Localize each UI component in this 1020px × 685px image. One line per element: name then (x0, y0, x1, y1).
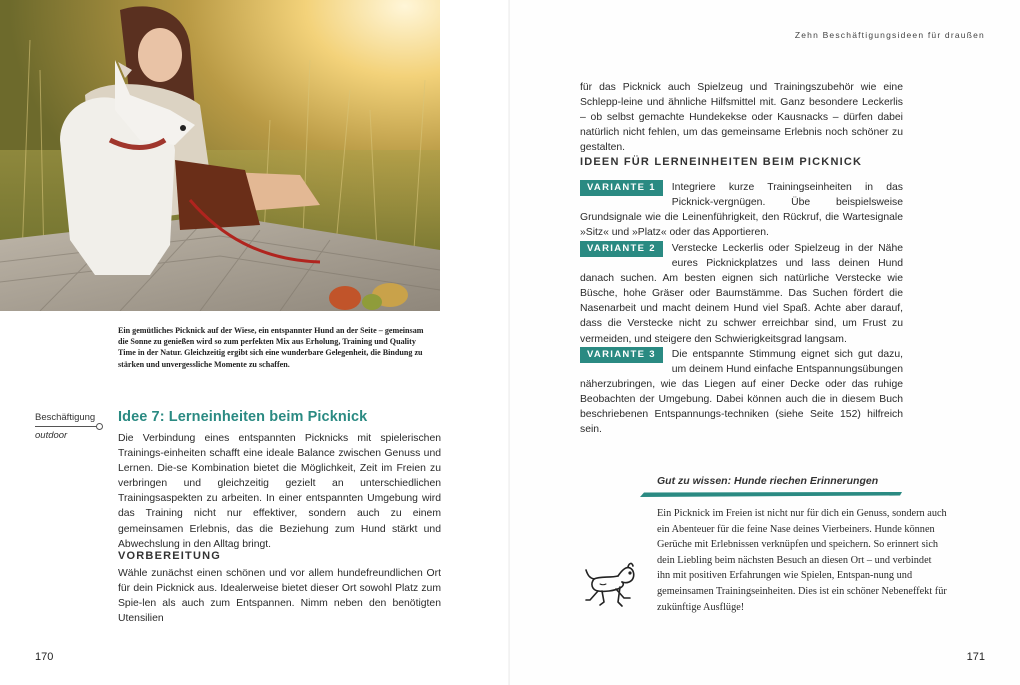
intro-paragraph: Die Verbindung eines entspannten Picknicks mit spielerischen Trainings-einheiten schafft eine ideale Balance zwischen Genuss und Lernen. Die-se Kombination bietet die Möglichkeit, Zeit im Freien zu verbringen und gleichzeitig gezielt an unterschiedlichen Trainingsaspekten zu arbeiten. In einer entspannten Umgebung wird das Training nicht nur effektiver, sondern auch zu einem gemeinsamen Erlebnis, das die Beziehung zum Hund stärkt und Abwechslung in den Alltag bringt. (118, 433, 441, 550)
tip-accent-bar (640, 492, 902, 497)
continued-paragraph: für das Picknick auch Spielzeug und Trainingszubehör wie eine Schlepp-leine und ähnliche Hilfsmittel mit. Ganz besondere Leckerlis – ob selbst gemachte Hundekekse oder Kausnacks – dürfen dabei natürlich nicht fehlen, um das gemeinsame Erlebnis noch schöner zu gestalten. (580, 82, 903, 154)
tip-text: Ein Picknick im Freien ist nicht nur für dich ein Genuss, sondern auch ein Abenteuer für die feine Nase deines Vierbeiners. Hunde können Gerüche mit Erlebnissen verknüpfen und speichern. So erinnert sich dein Liebling beim nächsten Besuch an diesen Ort – und verbindet ihn mit positiven Erfahrungen wie Spielen, Entspan-nung und gemeinsamen Trainingseinheiten. Dies ist ein schöner Nebeneffekt für zukünftige Ausflüge! (657, 508, 947, 613)
marginal-sublabel: outdoor (35, 430, 68, 441)
page-number-right: 171 (966, 651, 985, 663)
photo-caption: Ein gemütliches Picknick auf der Wiese, ein entspannter Hund an der Seite – gemeinsam die Sonne zu genießen wird so zum perfekten Mix aus Erholung, Training und Quality Time in der Natur. Gleichzeitig ergibt sich eine wunderbare Gelegenheit, die Bindung zu stärken und unvergessliche Momente zu schaffen. (118, 326, 424, 369)
variant-block (580, 241, 903, 347)
variant-text: Integriere kurze Trainingseinheiten in das Picknick-vergnügen. Übe beispielsweise Grundsignale wie die Leinenführigkeit, den Rückruf, die Wartesignale »Sitz« und »Platz« oder das Apportieren. (580, 182, 903, 239)
marginal-label: Beschäftigung (35, 412, 96, 423)
variant-badge: VARIANTE 1 (580, 180, 663, 196)
variant-text: Verstecke Leckerlis oder Spielzeug in der Nähe eures Picknickplatzes und lass deinen Hund danach suchen. Am besten eignen sich natürliche Verstecke wie Büsche, hohe Gräser oder Baumstämme. Das Suchen fördert die Nasenarbeit und macht deinem Hund viel Spaß. Achte aber darauf, dass die Verstecke nicht zu schwer erreichbar sind, um Frust zu vermeiden, und steigere den Schwierigkeitsgrad langsam. (580, 243, 903, 345)
marginal-rule (35, 426, 99, 427)
preparation-subheading: VORBEREITUNG (118, 550, 222, 562)
running-dog-icon (580, 558, 638, 614)
variant-block (580, 347, 903, 438)
marginal-dot (96, 423, 103, 430)
idea-heading: Idee 7: Lerneinheiten beim Picknick (118, 409, 368, 425)
ideas-subheading: IDEEN FÜR LERNEINHEITEN BEIM PICKNICK (580, 156, 863, 168)
variant-block (580, 180, 903, 240)
marginal-tag (35, 412, 105, 441)
tip-title: Gut zu wissen: Hunde riechen Erinnerungen (657, 475, 879, 487)
picnic-photo (0, 0, 440, 311)
running-head: Zehn Beschäftigungsideen für draußen (794, 30, 985, 40)
variant-text: Die entspannte Stimmung eignet sich gut dazu, um deinem Hund einfache Entspannungsübungen näherzubringen, wie das Liegen auf einer Decke oder das ruhige Beobachten der Umgebung. Dabei können auch die in diesem Buch beschriebenen Entspannungs-techniken (siehe Seite 152) hilfreich sein. (580, 349, 903, 436)
variant-badge: VARIANTE 3 (580, 347, 663, 363)
preparation-paragraph: Wähle zunächst einen schönen und vor allem hundefreundlichen Ort für dein Picknick aus. Idealerweise bietet dieser Ort sowohl Platz zum Spie-len als auch zum Entspannen. Nimm neben den benötigten Utensilien (118, 568, 441, 625)
variant-badge: VARIANTE 2 (580, 241, 663, 257)
page-number-left: 170 (35, 651, 54, 663)
